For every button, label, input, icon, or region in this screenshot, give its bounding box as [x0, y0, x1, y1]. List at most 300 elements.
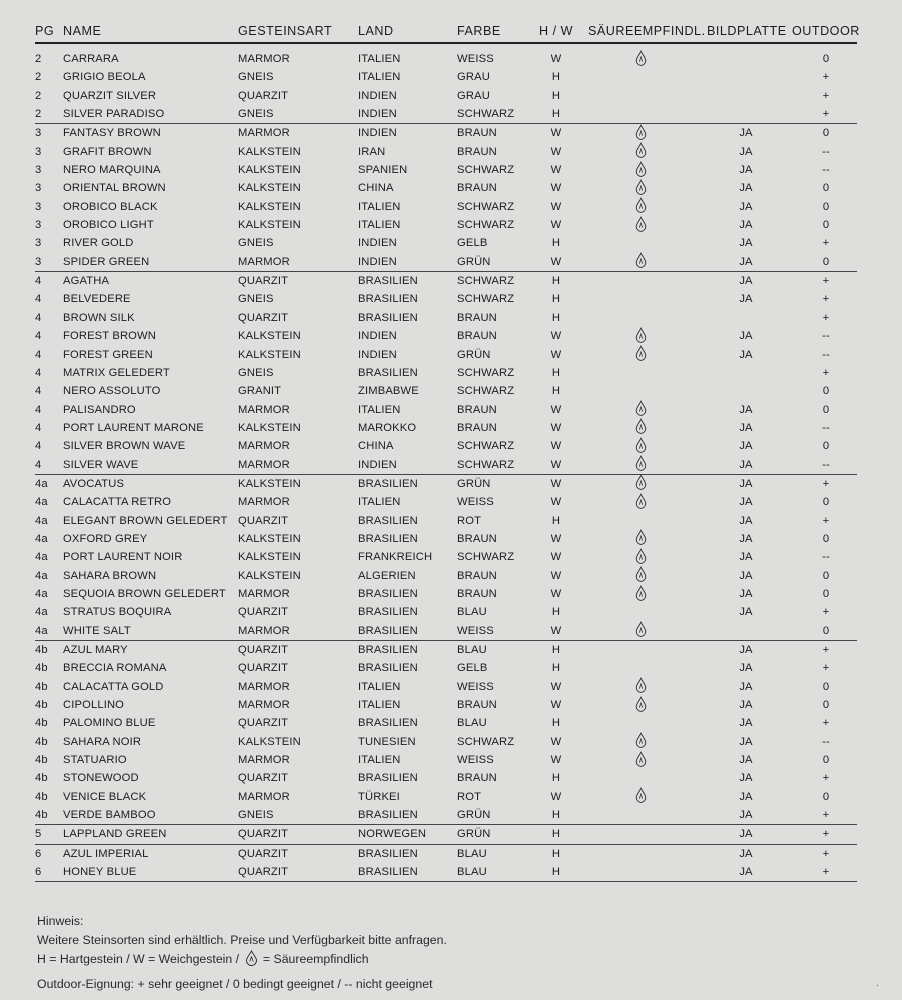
cell-name: PALOMINO BLUE [63, 717, 156, 730]
cell-saeureempfindl [589, 548, 693, 566]
cell-outdoor: + [822, 662, 830, 675]
cell-gesteinsart: MARMOR [238, 496, 290, 509]
cell-pg: 4b [35, 790, 48, 803]
cell-bildplatte: JA [739, 421, 753, 434]
cell-pg: 2 [35, 108, 42, 121]
cell-hw: H [551, 311, 561, 324]
cell-gesteinsart: KALKSTEIN [238, 532, 301, 545]
cell-outdoor: + [822, 809, 830, 822]
cell-hw: W [550, 164, 562, 177]
acid-drop-icon [635, 493, 647, 509]
cell-pg: 4 [35, 330, 42, 343]
cell-gesteinsart: KALKSTEIN [238, 421, 301, 434]
cell-hw: W [550, 569, 562, 582]
cell-land: BRASILIEN [358, 532, 418, 545]
acid-drop-icon [635, 455, 647, 471]
cell-farbe: BRAUN [457, 772, 497, 785]
table-row [35, 271, 857, 290]
cell-bildplatte: JA [739, 496, 753, 509]
table-end-rule [35, 881, 857, 882]
cell-outdoor: 0 [822, 496, 830, 509]
cell-farbe: SCHWARZ [457, 164, 515, 177]
table-row [35, 585, 857, 603]
header-pg: PG [35, 24, 55, 38]
table-row [35, 824, 857, 843]
header-gesteinsart: GESTEINSART [238, 24, 333, 38]
cell-name: GRIGIO BEOLA [63, 71, 146, 84]
table-row [35, 456, 857, 474]
cell-saeureempfindl [589, 622, 693, 640]
cell-gesteinsart: QUARZIT [238, 828, 289, 841]
cell-pg: 4b [35, 680, 48, 693]
cell-hw: H [551, 89, 561, 102]
cell-name: AZUL IMPERIAL [63, 847, 149, 860]
cell-outdoor: + [822, 237, 830, 250]
cell-farbe: SCHWARZ [457, 385, 515, 398]
cell-hw: H [551, 644, 561, 656]
cell-hw: H [551, 514, 561, 527]
cell-farbe: BRAUN [457, 127, 497, 140]
cell-hw: H [551, 606, 561, 619]
cell-farbe: WEISS [457, 680, 494, 693]
acid-drop-icon [635, 474, 647, 490]
cell-land: BRASILIEN [358, 644, 418, 656]
notes-legend-hw [37, 950, 447, 969]
cell-outdoor: 0 [822, 754, 830, 767]
table-body [35, 50, 857, 882]
cell-name: OXFORD GREY [63, 532, 148, 545]
cell-saeureempfindl [589, 733, 693, 751]
cell-bildplatte: JA [739, 219, 753, 232]
cell-land: BRASILIEN [358, 606, 418, 619]
acid-drop-icon [635, 124, 647, 140]
cell-name: PORT LAURENT MARONE [63, 421, 204, 434]
notes-title: Hinweis: [37, 914, 84, 928]
notes-line-availability: Weitere Steinsorten sind erhältlich. Preise und Verfügbarkeit bitte anfragen. [37, 933, 447, 947]
acid-drop-icon [635, 732, 647, 748]
cell-hw: H [551, 717, 561, 730]
cell-pg: 4 [35, 275, 42, 288]
cell-pg: 4 [35, 366, 42, 379]
cell-land: INDIEN [358, 127, 397, 140]
cell-gesteinsart: MARMOR [238, 53, 290, 65]
cell-bildplatte: JA [739, 403, 753, 416]
cell-farbe: WEISS [457, 754, 494, 767]
header-land: LAND [358, 24, 394, 38]
cell-land: SPANIEN [358, 164, 408, 177]
cell-gesteinsart: MARMOR [238, 624, 290, 637]
cell-saeureempfindl [589, 475, 693, 493]
cell-name: FOREST GREEN [63, 348, 153, 361]
cell-farbe: GELB [457, 662, 488, 675]
cell-outdoor: 0 [822, 569, 830, 582]
cell-outdoor: + [822, 89, 830, 102]
table-row [35, 530, 857, 548]
cell-hw: W [550, 624, 562, 637]
cell-pg: 6 [35, 847, 42, 860]
cell-hw: W [550, 680, 562, 693]
acid-drop-icon [245, 950, 258, 966]
table-row [35, 678, 857, 696]
cell-name: QUARZIT SILVER [63, 89, 157, 102]
cell-bildplatte: JA [739, 699, 753, 712]
table-row [35, 234, 857, 252]
cell-outdoor: + [822, 366, 830, 379]
cell-saeureempfindl [589, 143, 693, 161]
cell-outdoor: + [822, 828, 830, 841]
cell-saeureempfindl [589, 216, 693, 234]
cell-gesteinsart: GNEIS [238, 71, 274, 84]
table-row [35, 769, 857, 787]
cell-name: AVOCATUS [63, 477, 125, 490]
cell-land: ITALIEN [358, 200, 401, 213]
header-bildplatte: BILDPLATTE [707, 24, 787, 38]
acid-drop-icon [635, 677, 647, 693]
cell-bildplatte: JA [739, 200, 753, 213]
cell-land: INDIEN [358, 108, 397, 121]
acid-drop-icon [635, 50, 647, 66]
cell-bildplatte: JA [739, 255, 753, 268]
cell-name: WHITE SALT [63, 624, 131, 637]
cell-hw: H [551, 275, 561, 288]
cell-bildplatte: JA [739, 809, 753, 822]
cell-pg: 4b [35, 644, 48, 656]
cell-name: SILVER PARADISO [63, 108, 165, 121]
cell-gesteinsart: MARMOR [238, 790, 290, 803]
table-row [35, 290, 857, 308]
cell-saeureempfindl [589, 179, 693, 197]
cell-farbe: SCHWARZ [457, 275, 515, 288]
cell-bildplatte: JA [739, 182, 753, 195]
table-row [35, 622, 857, 640]
cell-gesteinsart: KALKSTEIN [238, 348, 301, 361]
cell-name: FOREST BROWN [63, 330, 156, 343]
header-name: NAME [63, 24, 102, 38]
cell-name: PORT LAURENT NOIR [63, 551, 183, 564]
cell-bildplatte: JA [739, 237, 753, 250]
table-row [35, 253, 857, 271]
cell-land: BRASILIEN [358, 311, 418, 324]
cell-bildplatte: JA [739, 569, 753, 582]
cell-farbe: GRÜN [457, 828, 491, 841]
cell-pg: 2 [35, 71, 42, 84]
cell-pg: 3 [35, 164, 42, 177]
cell-name: SAHARA NOIR [63, 735, 142, 748]
cell-name: NERO ASSOLUTO [63, 385, 161, 398]
cell-saeureempfindl [589, 456, 693, 474]
cell-land: CHINA [358, 440, 394, 453]
cell-farbe: SCHWARZ [457, 108, 515, 121]
table-row [35, 806, 857, 824]
table-row [35, 364, 857, 382]
cell-pg: 4b [35, 772, 48, 785]
cell-land: INDIEN [358, 348, 397, 361]
cell-pg: 4 [35, 385, 42, 398]
cell-farbe: GRÜN [457, 477, 491, 490]
cell-pg: 3 [35, 255, 42, 268]
cell-gesteinsart: MARMOR [238, 127, 290, 140]
table-header [35, 20, 860, 44]
acid-drop-icon [635, 751, 647, 767]
header-outdoor: OUTDOOR [792, 24, 860, 38]
cell-outdoor: 0 [822, 200, 830, 213]
cell-outdoor: 0 [822, 440, 830, 453]
cell-land: ITALIEN [358, 53, 401, 65]
cell-outdoor: 0 [822, 255, 830, 268]
table-row [35, 382, 857, 400]
cell-farbe: WEISS [457, 53, 494, 65]
cell-name: RIVER GOLD [63, 237, 134, 250]
cell-pg: 3 [35, 145, 42, 158]
legend-hw-text: H = Hartgestein / W = Weichgestein / [37, 952, 240, 966]
cell-saeureempfindl [589, 346, 693, 364]
cell-bildplatte: JA [739, 330, 753, 343]
cell-bildplatte: JA [739, 275, 753, 288]
header-farbe: FARBE [457, 24, 501, 38]
cell-hw: W [550, 127, 562, 140]
cell-name: CALACATTA GOLD [63, 680, 164, 693]
cell-hw: H [551, 866, 561, 879]
cell-land: INDIEN [358, 330, 397, 343]
cell-name: SAHARA BROWN [63, 569, 157, 582]
cell-outdoor: 0 [822, 680, 830, 693]
cell-hw: W [550, 255, 562, 268]
cell-gesteinsart: MARMOR [238, 403, 290, 416]
cell-name: STATUARIO [63, 754, 127, 767]
cell-land: MAROKKO [358, 421, 417, 434]
cell-farbe: GELB [457, 237, 488, 250]
cell-pg: 4 [35, 440, 42, 453]
cell-gesteinsart: QUARZIT [238, 275, 289, 288]
cell-gesteinsart: GNEIS [238, 293, 274, 306]
cell-farbe: BRAUN [457, 421, 497, 434]
cell-saeureempfindl [589, 751, 693, 769]
cell-bildplatte: JA [739, 644, 753, 656]
cell-farbe: BRAUN [457, 182, 497, 195]
cell-pg: 4 [35, 311, 42, 324]
acid-drop-icon [635, 197, 647, 213]
cell-farbe: WEISS [457, 624, 494, 637]
cell-farbe: GRÜN [457, 348, 491, 361]
cell-farbe: BRAUN [457, 330, 497, 343]
cell-outdoor: -- [822, 348, 830, 361]
cell-name: STONEWOOD [63, 772, 139, 785]
cell-outdoor: + [822, 275, 830, 288]
cell-bildplatte: JA [739, 458, 753, 471]
cell-bildplatte: JA [739, 662, 753, 675]
cell-outdoor: + [822, 311, 830, 324]
cell-bildplatte: JA [739, 680, 753, 693]
cell-gesteinsart: MARMOR [238, 699, 290, 712]
table-row [35, 844, 857, 863]
cell-gesteinsart: GRANIT [238, 385, 282, 398]
cell-gesteinsart: KALKSTEIN [238, 551, 301, 564]
cell-land: FRANKREICH [358, 551, 433, 564]
cell-farbe: GRÜN [457, 809, 491, 822]
acid-drop-icon [635, 345, 647, 361]
table-row [35, 87, 857, 105]
cell-bildplatte: JA [739, 440, 753, 453]
cell-bildplatte: JA [739, 127, 753, 140]
cell-pg: 2 [35, 89, 42, 102]
cell-outdoor: 0 [822, 403, 830, 416]
cell-name: CALACATTA RETRO [63, 496, 172, 509]
cell-name: OROBICO BLACK [63, 200, 158, 213]
table-row [35, 161, 857, 179]
cell-hw: W [550, 699, 562, 712]
cell-name: LAPPLAND GREEN [63, 828, 167, 841]
cell-land: TÜRKEI [358, 790, 400, 803]
cell-gesteinsart: KALKSTEIN [238, 182, 301, 195]
cell-name: SILVER BROWN WAVE [63, 440, 186, 453]
cell-farbe: BRAUN [457, 532, 497, 545]
acid-drop-icon [635, 179, 647, 195]
cell-gesteinsart: GNEIS [238, 809, 274, 822]
cell-farbe: SCHWARZ [457, 219, 515, 232]
cell-hw: W [550, 440, 562, 453]
acid-drop-icon [635, 787, 647, 803]
cell-name: SILVER WAVE [63, 458, 139, 471]
cell-outdoor: -- [822, 551, 830, 564]
cell-bildplatte: JA [739, 828, 753, 841]
cell-gesteinsart: QUARZIT [238, 866, 289, 879]
cell-hw: H [551, 847, 561, 860]
table-row [35, 603, 857, 621]
cell-land: ITALIEN [358, 219, 401, 232]
cell-outdoor: + [822, 644, 830, 656]
cell-hw: W [550, 53, 562, 65]
cell-pg: 4 [35, 421, 42, 434]
table-row [35, 419, 857, 437]
cell-name: ELEGANT BROWN GELEDERT [63, 514, 228, 527]
cell-name: AGATHA [63, 275, 110, 288]
cell-farbe: BRAUN [457, 569, 497, 582]
cell-saeureempfindl [589, 50, 693, 68]
table-row [35, 512, 857, 530]
cell-name: BRECCIA ROMANA [63, 662, 167, 675]
cell-pg: 4b [35, 735, 48, 748]
cell-land: ZIMBABWE [358, 385, 419, 398]
cell-bildplatte: JA [739, 164, 753, 177]
cell-hw: H [551, 71, 561, 84]
table-row [35, 309, 857, 327]
table-row [35, 640, 857, 659]
cell-pg: 4 [35, 403, 42, 416]
cell-saeureempfindl [589, 253, 693, 271]
cell-gesteinsart: KALKSTEIN [238, 145, 301, 158]
header-hw: H / W [539, 24, 573, 38]
cell-farbe: BRAUN [457, 403, 497, 416]
cell-outdoor: 0 [822, 624, 830, 637]
cell-land: ITALIEN [358, 754, 401, 767]
cell-pg: 4b [35, 754, 48, 767]
acid-drop-icon [635, 400, 647, 416]
cell-gesteinsart: QUARZIT [238, 717, 289, 730]
cell-hw: W [550, 496, 562, 509]
cell-gesteinsart: MARMOR [238, 680, 290, 693]
cell-name: CARRARA [63, 53, 119, 65]
acid-drop-icon [635, 437, 647, 453]
table-row [35, 863, 857, 881]
cell-gesteinsart: MARMOR [238, 458, 290, 471]
cell-land: BRASILIEN [358, 809, 418, 822]
cell-outdoor: + [822, 514, 830, 527]
table-row [35, 327, 857, 345]
cell-land: BRASILIEN [358, 772, 418, 785]
cell-saeureempfindl [589, 419, 693, 437]
cell-hw: W [550, 790, 562, 803]
cell-farbe: BLAU [457, 866, 487, 879]
cell-land: BRASILIEN [358, 293, 418, 306]
cell-farbe: SCHWARZ [457, 440, 515, 453]
table-row [35, 567, 857, 585]
acid-drop-icon [635, 216, 647, 232]
cell-gesteinsart: QUARZIT [238, 662, 289, 675]
cell-name: CIPOLLINO [63, 699, 125, 712]
cell-saeureempfindl [589, 530, 693, 548]
cell-outdoor: 0 [822, 699, 830, 712]
cell-saeureempfindl [589, 198, 693, 216]
cell-hw: H [551, 237, 561, 250]
cell-hw: W [550, 200, 562, 213]
cell-farbe: SCHWARZ [457, 735, 515, 748]
cell-farbe: ROT [457, 790, 482, 803]
table-row [35, 123, 857, 142]
cell-pg: 3 [35, 237, 42, 250]
cell-name: SEQUOIA BROWN GELEDERT [63, 587, 226, 600]
cell-gesteinsart: GNEIS [238, 108, 274, 121]
cell-farbe: ROT [457, 514, 482, 527]
cell-hw: W [550, 754, 562, 767]
cell-bildplatte: JA [739, 735, 753, 748]
acid-drop-icon [635, 252, 647, 268]
acid-drop-icon [635, 327, 647, 343]
cell-hw: W [550, 182, 562, 195]
cell-outdoor: + [822, 108, 830, 121]
cell-gesteinsart: QUARZIT [238, 89, 289, 102]
cell-pg: 4b [35, 717, 48, 730]
cell-bildplatte: JA [739, 514, 753, 527]
cell-land: TUNESIEN [358, 735, 416, 748]
table-row [35, 548, 857, 566]
cell-outdoor: -- [822, 458, 830, 471]
cell-outdoor: + [822, 293, 830, 306]
cell-pg: 6 [35, 866, 42, 879]
cell-bildplatte: JA [739, 551, 753, 564]
table-row [35, 474, 857, 493]
cell-farbe: BRAUN [457, 587, 497, 600]
cell-land: BRASILIEN [358, 587, 418, 600]
cell-land: ITALIEN [358, 680, 401, 693]
cell-pg: 4a [35, 551, 48, 564]
cell-outdoor: 0 [822, 532, 830, 545]
cell-land: ITALIEN [358, 496, 401, 509]
table-row [35, 696, 857, 714]
cell-outdoor: -- [822, 145, 830, 158]
cell-pg: 4a [35, 569, 48, 582]
cell-land: INDIEN [358, 237, 397, 250]
cell-outdoor: 0 [822, 385, 830, 398]
cell-name: VENICE BLACK [63, 790, 147, 803]
cell-farbe: SCHWARZ [457, 293, 515, 306]
cell-gesteinsart: MARMOR [238, 754, 290, 767]
cell-gesteinsart: QUARZIT [238, 847, 289, 860]
cell-saeureempfindl [589, 493, 693, 511]
table-row [35, 659, 857, 677]
cell-farbe: GRAU [457, 71, 490, 84]
cell-hw: W [550, 532, 562, 545]
cell-outdoor: 0 [822, 587, 830, 600]
